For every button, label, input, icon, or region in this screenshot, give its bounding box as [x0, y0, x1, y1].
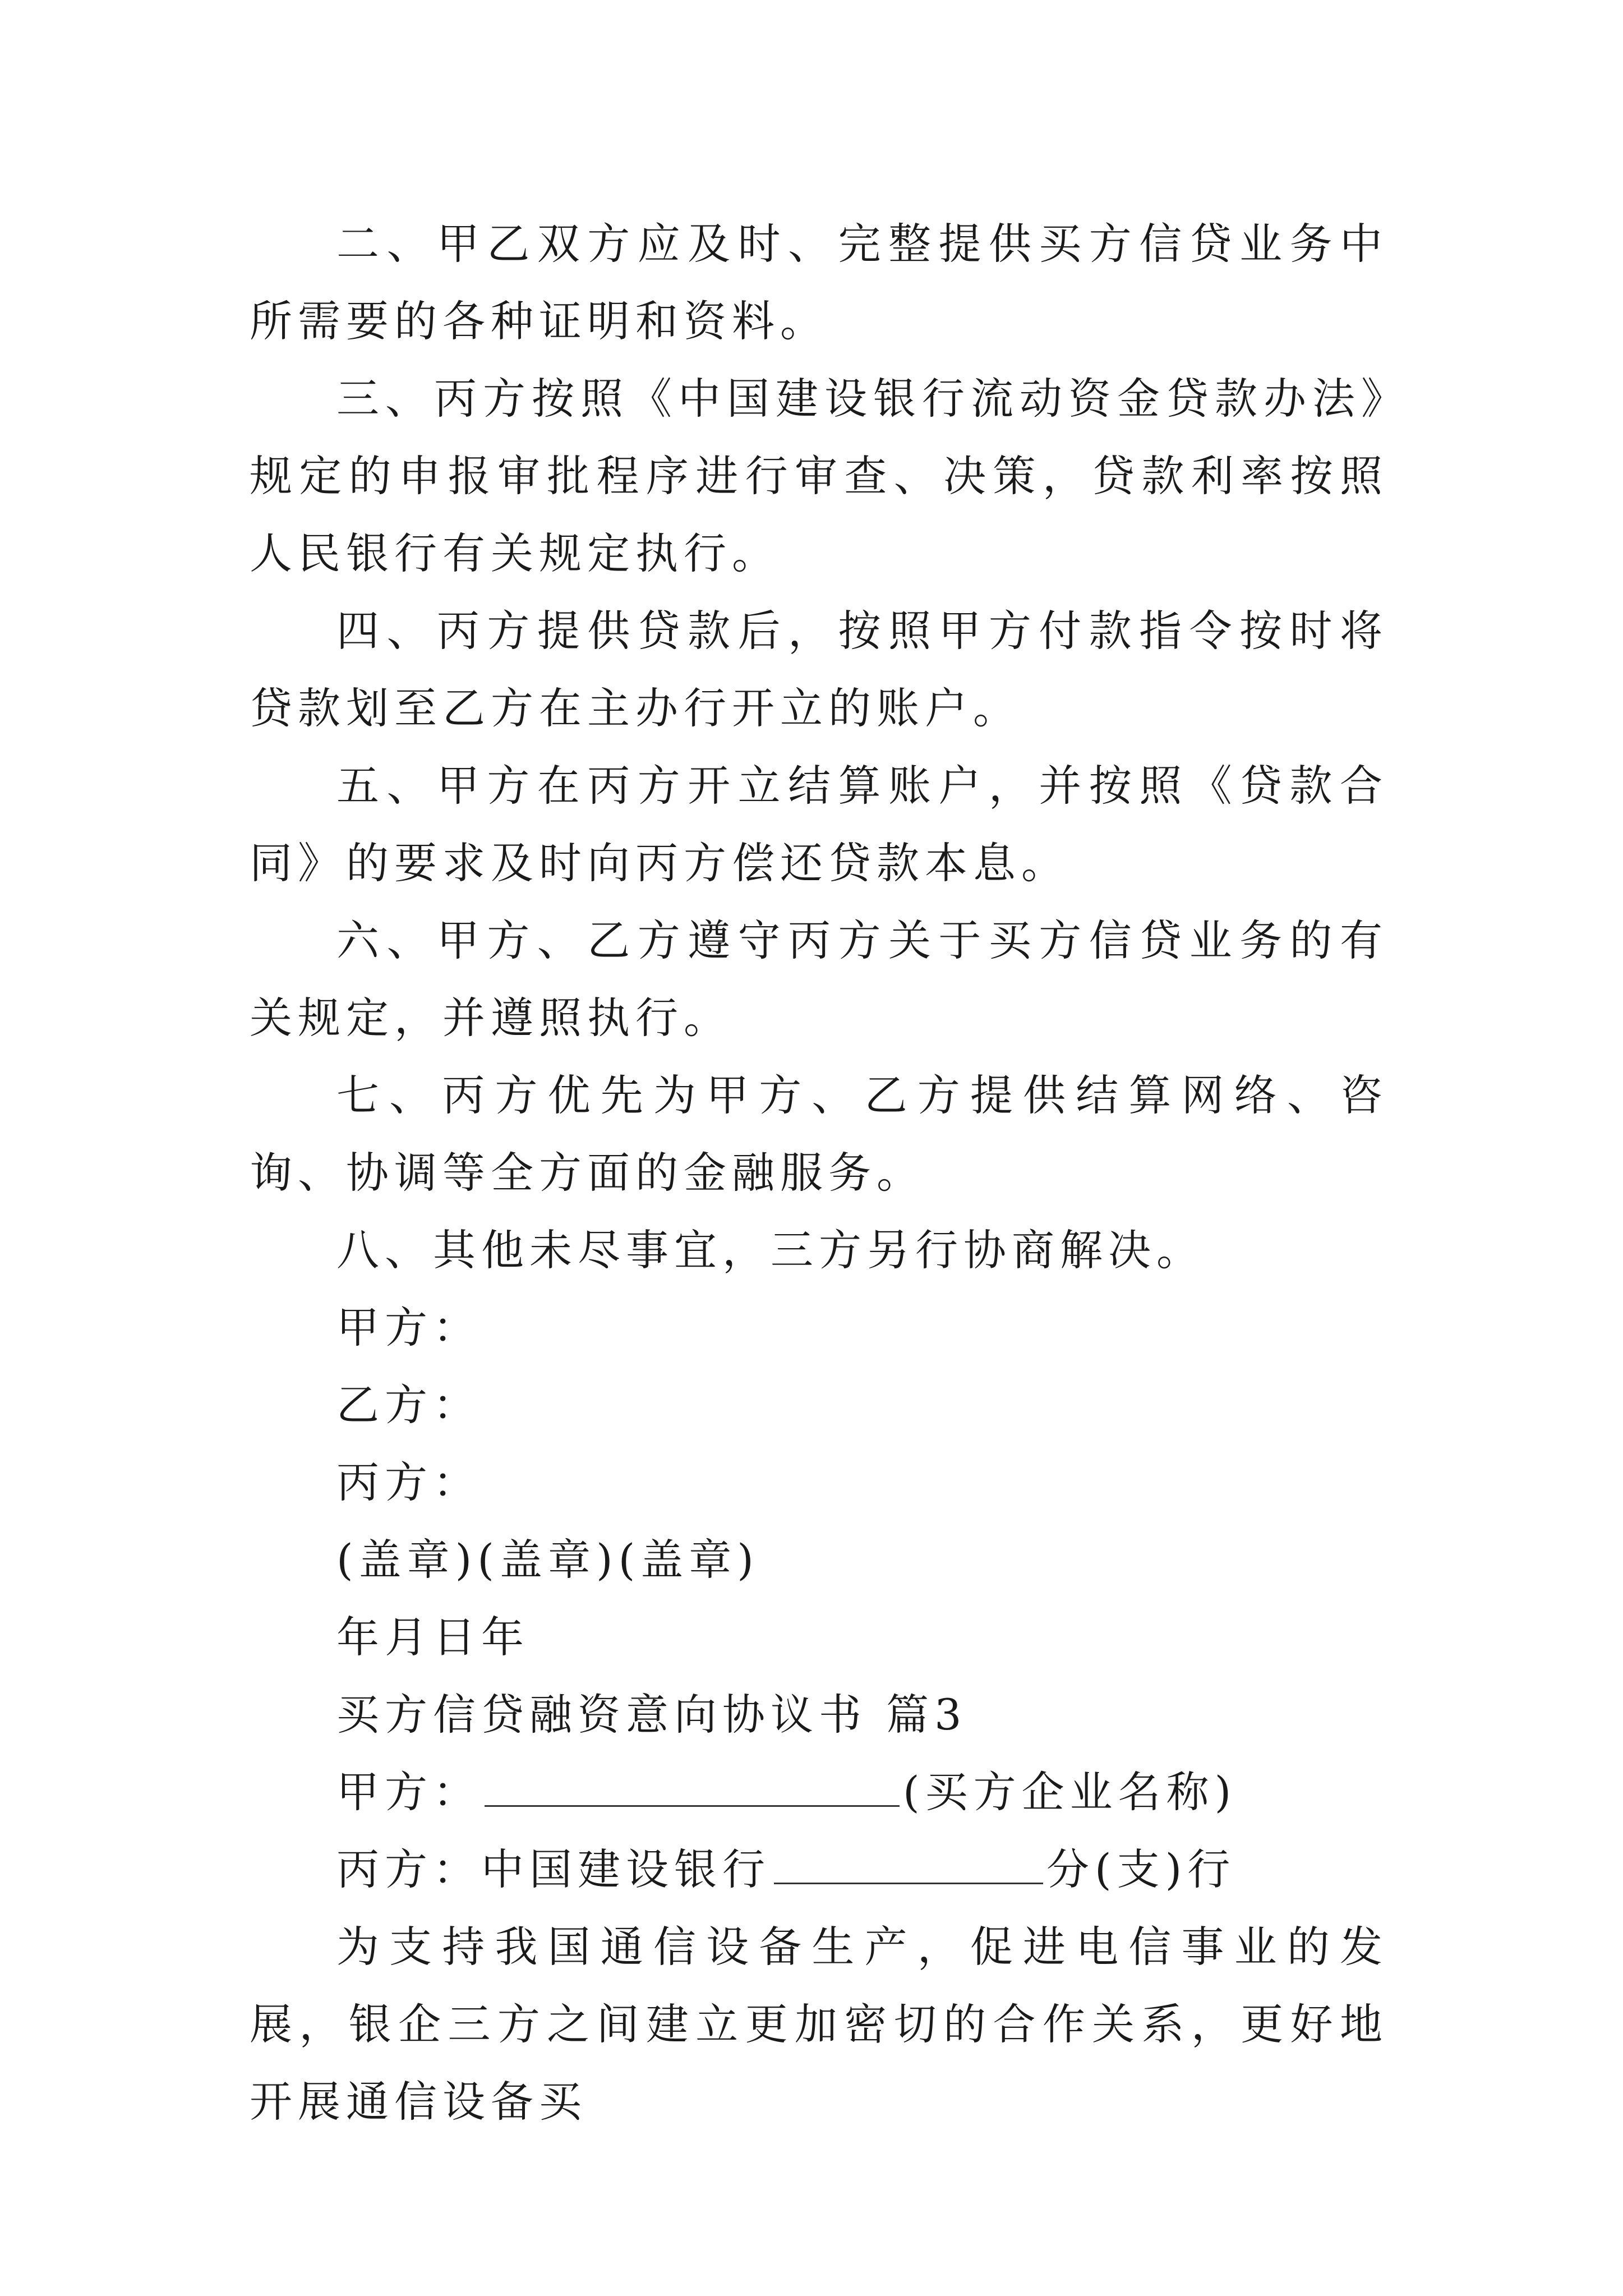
party-c-branch-blank	[774, 1849, 1043, 1884]
party-c-label: 丙方：中国建设银行	[336, 1844, 771, 1894]
clause-two: 二、甲乙双方应及时、完整提供买方信贷业务中所需要的各种证明和资料。	[250, 219, 1388, 346]
clause-seven: 七、丙方优先为甲方、乙方提供结算网络、咨询、协调等全方面的金融服务。	[250, 1070, 1388, 1198]
party-a-label: 甲方：	[336, 1767, 481, 1817]
clause-eight: 八、其他未尽事宜，三方另行协商解决。	[336, 1225, 1205, 1275]
party-a-line	[250, 1754, 1388, 1831]
party-c-suffix: 分(支)行	[1046, 1844, 1236, 1894]
party-a-suffix: (买方企业名称)	[903, 1767, 1237, 1817]
document-body	[250, 205, 1388, 2141]
clause-five: 五、甲方在丙方开立结算账户，并按照《贷款合同》的要求及时向丙方偿还贷款本息。	[250, 761, 1388, 888]
closing-paragraph: 为支持我国通信设备生产，促进电信事业的发展，银企三方之间建立更加密切的合作关系，更好地开展通信设备买	[250, 1922, 1388, 2127]
signature-party-b: 乙方：	[336, 1380, 481, 1430]
party-c-line	[250, 1831, 1388, 1908]
section-title: 买方信贷融资意向协议书 篇3	[336, 1690, 967, 1740]
date-placeholder: 年月日年	[336, 1612, 529, 1662]
signature-party-a: 甲方：	[336, 1303, 481, 1352]
signature-party-c: 丙方：	[336, 1457, 481, 1507]
seal-placeholders: (盖章)(盖章)(盖章)	[336, 1535, 759, 1585]
party-a-name-blank	[485, 1772, 900, 1807]
clause-four: 四、丙方提供贷款后，按照甲方付款指令按时将贷款划至乙方在主办行开立的账户。	[250, 606, 1388, 733]
clause-three: 三、丙方按照《中国建设银行流动资金贷款办法》规定的申报审批程序进行审查、决策，贷款利率按照人民银行有关规定执行。	[250, 374, 1388, 578]
clause-six: 六、甲方、乙方遵守丙方关于买方信贷业务的有关规定，并遵照执行。	[250, 915, 1388, 1043]
